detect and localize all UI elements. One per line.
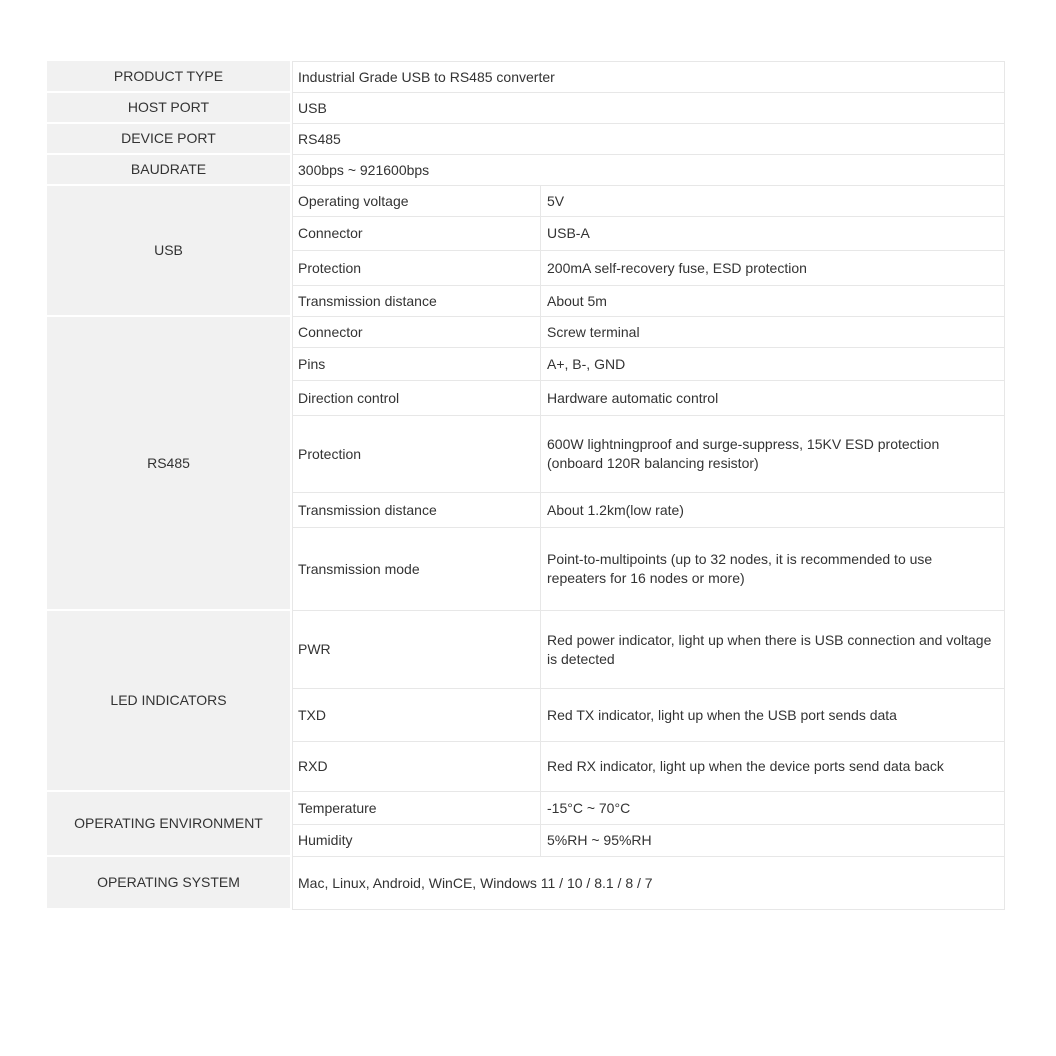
row-header-product-type: PRODUCT TYPE <box>47 61 292 93</box>
sub-value-cell: About 5m <box>547 292 607 309</box>
sub-value-cell: Red RX indicator, light up when the device ports send data back <box>547 758 944 774</box>
value-cell-device-port: RS485 <box>293 124 1004 155</box>
spec-subrow <box>293 742 1004 792</box>
sub-value-cell: 600W lightningproof and surge-suppress, 15KV ESD protection (onboard 120R balancing resistor) <box>547 436 940 471</box>
row-header-device-port: DEVICE PORT <box>47 124 292 155</box>
spec-subrow <box>293 381 1004 416</box>
sub-label-cell: Connector <box>293 317 541 347</box>
spec-subrow <box>293 251 1004 286</box>
spec-row-host-port <box>47 93 1005 124</box>
sub-label-cell: Transmission distance <box>293 493 541 527</box>
spec-table <box>47 61 1005 910</box>
spec-subrow <box>293 493 1004 528</box>
spec-row-operating-system <box>47 857 1005 910</box>
spec-row-product-type <box>47 61 1005 93</box>
value-cell-operating-system: Mac, Linux, Android, WinCE, Windows 11 / 10 / 8.1 / 8 / 7 <box>293 857 1004 910</box>
spec-subrow <box>293 611 1004 689</box>
spec-subrow <box>293 416 1004 493</box>
sub-value-cell: About 1.2km(low rate) <box>547 501 684 518</box>
sub-label-cell: Transmission distance <box>293 286 541 316</box>
sub-label-cell: Connector <box>293 217 541 250</box>
sub-value-cell: Hardware automatic control <box>547 389 719 406</box>
spec-subrow <box>293 825 1004 857</box>
sub-label-cell: Transmission mode <box>293 528 541 610</box>
spec-subrow <box>293 792 1004 825</box>
spec-row-device-port <box>47 124 1005 155</box>
section-header-usb: USB <box>47 186 292 317</box>
spec-row-baudrate <box>47 155 1005 186</box>
sub-value-cell: 5%RH ~ 95%RH <box>547 832 652 848</box>
sub-value-cell: Red TX indicator, light up when the USB port sends data <box>547 706 897 723</box>
spec-section-operating-environment <box>47 792 1005 857</box>
sub-label-cell: PWR <box>293 611 541 688</box>
value-cell-baudrate: 300bps ~ 921600bps <box>293 155 1004 186</box>
sub-label-cell: Humidity <box>293 825 541 856</box>
spec-subrow <box>293 217 1004 251</box>
sub-label-cell: Protection <box>293 416 541 492</box>
spec-section-led-indicators <box>47 611 1005 792</box>
sub-label-cell: Temperature <box>293 792 541 824</box>
value-cell-product-type: Industrial Grade USB to RS485 converter <box>293 62 1004 93</box>
sub-value-cell: Screw terminal <box>547 323 640 340</box>
sub-value-cell: Red power indicator, light up when there is USB connection and voltage is detected <box>547 631 992 667</box>
spec-section-usb <box>47 186 1005 317</box>
spec-subrow <box>293 186 1004 217</box>
spec-subrow <box>293 317 1004 348</box>
row-header-host-port: HOST PORT <box>47 93 292 124</box>
sub-label-cell: RXD <box>293 742 541 791</box>
sub-label-cell: TXD <box>293 689 541 741</box>
section-header-led-indicators: LED INDICATORS <box>47 611 292 792</box>
sub-label-cell: Direction control <box>293 381 541 415</box>
row-header-baudrate: BAUDRATE <box>47 155 292 186</box>
spec-subrow <box>293 348 1004 381</box>
value-cell-host-port: USB <box>293 93 1004 124</box>
spec-subrow <box>293 286 1004 317</box>
section-header-operating-environment: OPERATING ENVIRONMENT <box>47 792 292 857</box>
sub-value-cell: -15°C ~ 70°C <box>547 799 631 816</box>
sub-label-cell: Operating voltage <box>293 186 541 216</box>
sub-label-cell: Protection <box>293 251 541 285</box>
spec-section-rs485 <box>47 317 1005 611</box>
spec-subrow <box>293 528 1004 611</box>
section-header-rs485: RS485 <box>47 317 292 611</box>
sub-value-cell: USB-A <box>547 225 590 241</box>
sub-value-cell: 5V <box>547 192 565 209</box>
spec-subrow <box>293 689 1004 742</box>
sub-value-cell: Point-to-multipoints (up to 32 nodes, it is recommended to use repeaters for 16 nodes or more) <box>547 551 933 586</box>
sub-label-cell: Pins <box>293 348 541 380</box>
row-header-operating-system: OPERATING SYSTEM <box>47 857 292 910</box>
sub-value-cell: 200mA self-recovery fuse, ESD protection <box>547 259 807 276</box>
sub-value-cell: A+, B-, GND <box>547 355 626 372</box>
